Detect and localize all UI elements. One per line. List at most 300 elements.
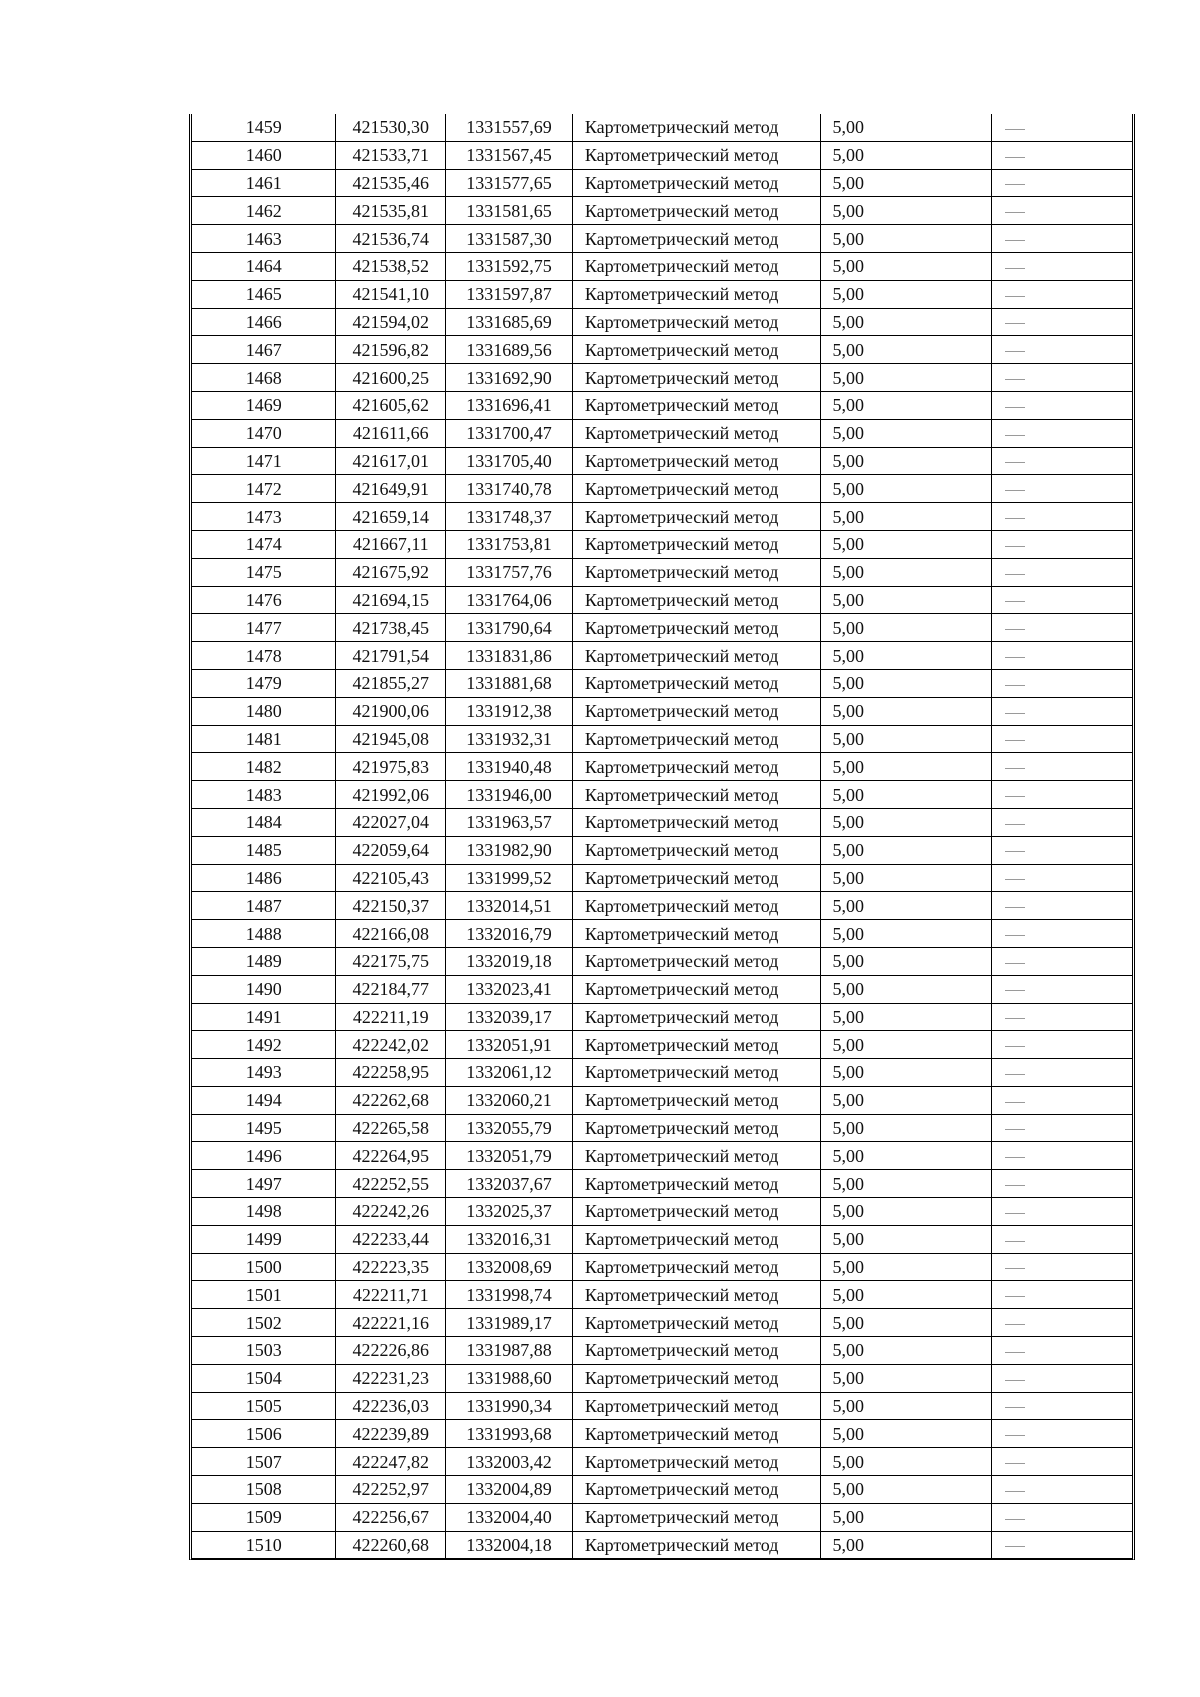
table-row <box>192 808 1132 836</box>
description-cell <box>991 1142 1132 1170</box>
table-row <box>192 391 1132 419</box>
coord-x-cell: 422252,97 <box>336 1476 446 1504</box>
description-cell <box>991 197 1132 225</box>
table-row <box>192 252 1132 280</box>
coord-y-cell: 1332051,79 <box>446 1142 573 1170</box>
table-row <box>192 1420 1132 1448</box>
description-cell <box>991 753 1132 781</box>
dash-mark <box>1005 1268 1025 1269</box>
coord-y-cell: 1331740,78 <box>446 475 573 503</box>
table-row <box>192 1476 1132 1504</box>
coord-y-cell: 1331940,48 <box>446 753 573 781</box>
table-row <box>192 1253 1132 1281</box>
coord-y-cell: 1331705,40 <box>446 447 573 475</box>
coord-y-cell: 1331581,65 <box>446 197 573 225</box>
method-cell: Картометрический метод <box>572 697 821 725</box>
point-number-cell: 1481 <box>192 725 336 753</box>
coord-y-cell: 1331577,65 <box>446 169 573 197</box>
coord-x-cell: 422226,86 <box>336 1337 446 1365</box>
method-cell: Картометрический метод <box>572 225 821 253</box>
point-number-cell: 1490 <box>192 975 336 1003</box>
coord-x-cell: 422247,82 <box>336 1448 446 1476</box>
coord-y-cell: 1332051,91 <box>446 1031 573 1059</box>
accuracy-cell: 5,00 <box>821 1114 991 1142</box>
point-number-cell: 1482 <box>192 753 336 781</box>
method-cell: Картометрический метод <box>572 336 821 364</box>
point-number-cell: 1477 <box>192 614 336 642</box>
table-row <box>192 1448 1132 1476</box>
description-cell <box>991 808 1132 836</box>
dash-mark <box>1005 907 1025 908</box>
coord-y-cell: 1331587,30 <box>446 225 573 253</box>
point-number-cell: 1460 <box>192 141 336 169</box>
accuracy-cell: 5,00 <box>821 1337 991 1365</box>
description-cell <box>991 558 1132 586</box>
coord-x-cell: 422233,44 <box>336 1225 446 1253</box>
point-number-cell: 1459 <box>192 114 336 141</box>
table-row <box>192 475 1132 503</box>
dash-mark <box>1005 685 1025 686</box>
coord-y-cell: 1331912,38 <box>446 697 573 725</box>
description-cell <box>991 447 1132 475</box>
table-row <box>192 197 1132 225</box>
method-cell: Картометрический метод <box>572 1448 821 1476</box>
table-row <box>192 225 1132 253</box>
method-cell: Картометрический метод <box>572 391 821 419</box>
coord-y-cell: 1332039,17 <box>446 1003 573 1031</box>
method-cell: Картометрический метод <box>572 197 821 225</box>
description-cell <box>991 336 1132 364</box>
table-row <box>192 1114 1132 1142</box>
table-row <box>192 586 1132 614</box>
coord-x-cell: 422184,77 <box>336 975 446 1003</box>
table-row <box>192 1309 1132 1337</box>
coord-x-cell: 421611,66 <box>336 419 446 447</box>
dash-mark <box>1005 657 1025 658</box>
table-row <box>192 114 1132 141</box>
coord-x-cell: 421694,15 <box>336 586 446 614</box>
dash-mark <box>1005 129 1025 130</box>
description-cell <box>991 725 1132 753</box>
coord-y-cell: 1331932,31 <box>446 725 573 753</box>
description-cell <box>991 864 1132 892</box>
description-cell <box>991 1086 1132 1114</box>
coord-x-cell: 422231,23 <box>336 1364 446 1392</box>
method-cell: Картометрический метод <box>572 558 821 586</box>
accuracy-cell: 5,00 <box>821 391 991 419</box>
point-number-cell: 1504 <box>192 1364 336 1392</box>
method-cell: Картометрический метод <box>572 1420 821 1448</box>
coord-y-cell: 1331696,41 <box>446 391 573 419</box>
point-number-cell: 1498 <box>192 1198 336 1226</box>
coord-x-cell: 421659,14 <box>336 503 446 531</box>
coord-x-cell: 421992,06 <box>336 781 446 809</box>
accuracy-cell: 5,00 <box>821 975 991 1003</box>
accuracy-cell: 5,00 <box>821 447 991 475</box>
point-number-cell: 1480 <box>192 697 336 725</box>
dash-mark <box>1005 1324 1025 1325</box>
dash-mark <box>1005 740 1025 741</box>
point-number-cell: 1470 <box>192 419 336 447</box>
method-cell: Картометрический метод <box>572 364 821 392</box>
accuracy-cell: 5,00 <box>821 1281 991 1309</box>
description-cell <box>991 669 1132 697</box>
coord-x-cell: 421535,81 <box>336 197 446 225</box>
accuracy-cell: 5,00 <box>821 141 991 169</box>
dash-mark <box>1005 851 1025 852</box>
accuracy-cell: 5,00 <box>821 114 991 141</box>
description-cell <box>991 252 1132 280</box>
table-row <box>192 1225 1132 1253</box>
table-row <box>192 975 1132 1003</box>
description-cell <box>991 1031 1132 1059</box>
method-cell: Картометрический метод <box>572 1503 821 1531</box>
point-number-cell: 1465 <box>192 280 336 308</box>
coord-y-cell: 1331689,56 <box>446 336 573 364</box>
point-number-cell: 1463 <box>192 225 336 253</box>
coord-x-cell: 421900,06 <box>336 697 446 725</box>
method-cell: Картометрический метод <box>572 642 821 670</box>
method-cell: Картометрический метод <box>572 1309 821 1337</box>
accuracy-cell: 5,00 <box>821 669 991 697</box>
method-cell: Картометрический метод <box>572 836 821 864</box>
coord-x-cell: 421536,74 <box>336 225 446 253</box>
accuracy-cell: 5,00 <box>821 586 991 614</box>
method-cell: Картометрический метод <box>572 1253 821 1281</box>
coord-y-cell: 1331597,87 <box>446 280 573 308</box>
accuracy-cell: 5,00 <box>821 1503 991 1531</box>
description-cell <box>991 1198 1132 1226</box>
description-cell <box>991 114 1132 141</box>
accuracy-cell: 5,00 <box>821 503 991 531</box>
description-cell <box>991 475 1132 503</box>
coord-y-cell: 1331993,68 <box>446 1420 573 1448</box>
coord-y-cell: 1331990,34 <box>446 1392 573 1420</box>
coord-y-cell: 1332023,41 <box>446 975 573 1003</box>
point-number-cell: 1486 <box>192 864 336 892</box>
description-cell <box>991 614 1132 642</box>
table-row <box>192 141 1132 169</box>
accuracy-cell: 5,00 <box>821 252 991 280</box>
point-number-cell: 1493 <box>192 1059 336 1087</box>
accuracy-cell: 5,00 <box>821 836 991 864</box>
point-number-cell: 1492 <box>192 1031 336 1059</box>
accuracy-cell: 5,00 <box>821 947 991 975</box>
method-cell: Картометрический метод <box>572 475 821 503</box>
point-number-cell: 1473 <box>192 503 336 531</box>
coord-x-cell: 421600,25 <box>336 364 446 392</box>
coord-y-cell: 1332004,89 <box>446 1476 573 1504</box>
table-row <box>192 864 1132 892</box>
coord-x-cell: 422262,68 <box>336 1086 446 1114</box>
description-cell <box>991 1114 1132 1142</box>
coord-y-cell: 1331790,64 <box>446 614 573 642</box>
accuracy-cell: 5,00 <box>821 642 991 670</box>
coord-y-cell: 1331998,74 <box>446 1281 573 1309</box>
point-number-cell: 1503 <box>192 1337 336 1365</box>
description-cell <box>991 308 1132 336</box>
coord-y-cell: 1331592,75 <box>446 252 573 280</box>
dash-mark <box>1005 379 1025 380</box>
coord-y-cell: 1331685,69 <box>446 308 573 336</box>
dash-mark <box>1005 1241 1025 1242</box>
point-number-cell: 1499 <box>192 1225 336 1253</box>
method-cell: Картометрический метод <box>572 781 821 809</box>
description-cell <box>991 892 1132 920</box>
description-cell <box>991 1309 1132 1337</box>
coord-y-cell: 1331700,47 <box>446 419 573 447</box>
method-cell: Картометрический метод <box>572 1170 821 1198</box>
description-cell <box>991 225 1132 253</box>
dash-mark <box>1005 184 1025 185</box>
accuracy-cell: 5,00 <box>821 697 991 725</box>
accuracy-cell: 5,00 <box>821 781 991 809</box>
method-cell: Картометрический метод <box>572 920 821 948</box>
method-cell: Картометрический метод <box>572 447 821 475</box>
dash-mark <box>1005 490 1025 491</box>
table-row <box>192 169 1132 197</box>
point-number-cell: 1505 <box>192 1392 336 1420</box>
coord-x-cell: 422211,19 <box>336 1003 446 1031</box>
description-cell <box>991 141 1132 169</box>
table-row <box>192 1086 1132 1114</box>
point-number-cell: 1507 <box>192 1448 336 1476</box>
method-cell: Картометрический метод <box>572 169 821 197</box>
table-row <box>192 642 1132 670</box>
coord-y-cell: 1332004,18 <box>446 1531 573 1559</box>
coord-x-cell: 422027,04 <box>336 808 446 836</box>
table-row <box>192 364 1132 392</box>
method-cell: Картометрический метод <box>572 1225 821 1253</box>
description-cell <box>991 1170 1132 1198</box>
point-number-cell: 1495 <box>192 1114 336 1142</box>
method-cell: Картометрический метод <box>572 308 821 336</box>
method-cell: Картометрический метод <box>572 725 821 753</box>
accuracy-cell: 5,00 <box>821 1476 991 1504</box>
table-row <box>192 1392 1132 1420</box>
accuracy-cell: 5,00 <box>821 753 991 781</box>
description-cell <box>991 391 1132 419</box>
coord-y-cell: 1331764,06 <box>446 586 573 614</box>
coord-x-cell: 421605,62 <box>336 391 446 419</box>
method-cell: Картометрический метод <box>572 1003 821 1031</box>
method-cell: Картометрический метод <box>572 1337 821 1365</box>
accuracy-cell: 5,00 <box>821 308 991 336</box>
accuracy-cell: 5,00 <box>821 1142 991 1170</box>
table-row <box>192 1142 1132 1170</box>
table-row <box>192 308 1132 336</box>
table-body <box>192 114 1132 1559</box>
accuracy-cell: 5,00 <box>821 1031 991 1059</box>
accuracy-cell: 5,00 <box>821 364 991 392</box>
accuracy-cell: 5,00 <box>821 725 991 753</box>
method-cell: Картометрический метод <box>572 1392 821 1420</box>
method-cell: Картометрический метод <box>572 975 821 1003</box>
dash-mark <box>1005 629 1025 630</box>
coord-y-cell: 1331999,52 <box>446 864 573 892</box>
description-cell <box>991 642 1132 670</box>
coord-y-cell: 1331987,88 <box>446 1337 573 1365</box>
table-row <box>192 614 1132 642</box>
accuracy-cell: 5,00 <box>821 920 991 948</box>
dash-mark <box>1005 768 1025 769</box>
dash-mark <box>1005 1435 1025 1436</box>
point-number-cell: 1489 <box>192 947 336 975</box>
table-row <box>192 697 1132 725</box>
coord-y-cell: 1332004,40 <box>446 1503 573 1531</box>
point-number-cell: 1471 <box>192 447 336 475</box>
description-cell <box>991 920 1132 948</box>
accuracy-cell: 5,00 <box>821 1059 991 1087</box>
dash-mark <box>1005 1157 1025 1158</box>
method-cell: Картометрический метод <box>572 586 821 614</box>
dash-mark <box>1005 1018 1025 1019</box>
accuracy-cell: 5,00 <box>821 225 991 253</box>
table-row <box>192 1003 1132 1031</box>
description-cell <box>991 530 1132 558</box>
dash-mark <box>1005 879 1025 880</box>
method-cell: Картометрический метод <box>572 1476 821 1504</box>
point-number-cell: 1479 <box>192 669 336 697</box>
coord-y-cell: 1332025,37 <box>446 1198 573 1226</box>
point-number-cell: 1509 <box>192 1503 336 1531</box>
coord-x-cell: 422264,95 <box>336 1142 446 1170</box>
dash-mark <box>1005 1380 1025 1381</box>
method-cell: Картометрический метод <box>572 1198 821 1226</box>
coord-x-cell: 422221,16 <box>336 1309 446 1337</box>
point-number-cell: 1462 <box>192 197 336 225</box>
description-cell <box>991 975 1132 1003</box>
method-cell: Картометрический метод <box>572 280 821 308</box>
method-cell: Картометрический метод <box>572 892 821 920</box>
point-number-cell: 1508 <box>192 1476 336 1504</box>
coordinates-table <box>192 114 1132 1559</box>
description-cell <box>991 169 1132 197</box>
dash-mark <box>1005 1519 1025 1520</box>
dash-mark <box>1005 462 1025 463</box>
accuracy-cell: 5,00 <box>821 336 991 364</box>
coord-y-cell: 1332061,12 <box>446 1059 573 1087</box>
point-number-cell: 1475 <box>192 558 336 586</box>
dash-mark <box>1005 435 1025 436</box>
point-number-cell: 1461 <box>192 169 336 197</box>
point-number-cell: 1494 <box>192 1086 336 1114</box>
coord-y-cell: 1332037,67 <box>446 1170 573 1198</box>
dash-mark <box>1005 1129 1025 1130</box>
description-cell <box>991 1059 1132 1087</box>
description-cell <box>991 836 1132 864</box>
accuracy-cell: 5,00 <box>821 1364 991 1392</box>
point-number-cell: 1472 <box>192 475 336 503</box>
dash-mark <box>1005 240 1025 241</box>
table-row <box>192 920 1132 948</box>
point-number-cell: 1484 <box>192 808 336 836</box>
coord-y-cell: 1332019,18 <box>446 947 573 975</box>
accuracy-cell: 5,00 <box>821 1309 991 1337</box>
dash-mark <box>1005 990 1025 991</box>
coord-x-cell: 421541,10 <box>336 280 446 308</box>
dash-mark <box>1005 296 1025 297</box>
coord-y-cell: 1332003,42 <box>446 1448 573 1476</box>
coord-y-cell: 1331989,17 <box>446 1309 573 1337</box>
point-number-cell: 1491 <box>192 1003 336 1031</box>
description-cell <box>991 586 1132 614</box>
table-row <box>192 530 1132 558</box>
accuracy-cell: 5,00 <box>821 530 991 558</box>
point-number-cell: 1483 <box>192 781 336 809</box>
accuracy-cell: 5,00 <box>821 1253 991 1281</box>
method-cell: Картометрический метод <box>572 1142 821 1170</box>
method-cell: Картометрический метод <box>572 1114 821 1142</box>
point-number-cell: 1506 <box>192 1420 336 1448</box>
accuracy-cell: 5,00 <box>821 1198 991 1226</box>
dash-mark <box>1005 935 1025 936</box>
description-cell <box>991 697 1132 725</box>
coord-x-cell: 421945,08 <box>336 725 446 753</box>
method-cell: Картометрический метод <box>572 864 821 892</box>
description-cell <box>991 1003 1132 1031</box>
accuracy-cell: 5,00 <box>821 1531 991 1559</box>
coord-x-cell: 422242,26 <box>336 1198 446 1226</box>
accuracy-cell: 5,00 <box>821 1448 991 1476</box>
description-cell <box>991 1337 1132 1365</box>
coord-y-cell: 1331963,57 <box>446 808 573 836</box>
coord-x-cell: 421649,91 <box>336 475 446 503</box>
accuracy-cell: 5,00 <box>821 1392 991 1420</box>
accuracy-cell: 5,00 <box>821 419 991 447</box>
accuracy-cell: 5,00 <box>821 864 991 892</box>
table-row <box>192 1531 1132 1559</box>
description-cell <box>991 947 1132 975</box>
table-row <box>192 419 1132 447</box>
coord-y-cell: 1331557,69 <box>446 114 573 141</box>
description-cell <box>991 1476 1132 1504</box>
table-row <box>192 1170 1132 1198</box>
dash-mark <box>1005 963 1025 964</box>
point-number-cell: 1464 <box>192 252 336 280</box>
coord-x-cell: 421675,92 <box>336 558 446 586</box>
dash-mark <box>1005 212 1025 213</box>
coord-y-cell: 1332016,79 <box>446 920 573 948</box>
dash-mark <box>1005 1463 1025 1464</box>
coord-y-cell: 1331753,81 <box>446 530 573 558</box>
dash-mark <box>1005 323 1025 324</box>
dash-mark <box>1005 1213 1025 1214</box>
description-cell <box>991 1253 1132 1281</box>
dash-mark <box>1005 268 1025 269</box>
point-number-cell: 1497 <box>192 1170 336 1198</box>
table-row <box>192 336 1132 364</box>
point-number-cell: 1501 <box>192 1281 336 1309</box>
table-row <box>192 836 1132 864</box>
table-row <box>192 669 1132 697</box>
coord-x-cell: 422252,55 <box>336 1170 446 1198</box>
coord-y-cell: 1331988,60 <box>446 1364 573 1392</box>
coordinates-table-frame <box>189 114 1135 1560</box>
coord-y-cell: 1331757,76 <box>446 558 573 586</box>
coord-x-cell: 422265,58 <box>336 1114 446 1142</box>
dash-mark <box>1005 796 1025 797</box>
coord-x-cell: 422258,95 <box>336 1059 446 1087</box>
point-number-cell: 1496 <box>192 1142 336 1170</box>
accuracy-cell: 5,00 <box>821 558 991 586</box>
dash-mark <box>1005 1102 1025 1103</box>
method-cell: Картометрический метод <box>572 419 821 447</box>
method-cell: Картометрический метод <box>572 1364 821 1392</box>
method-cell: Картометрический метод <box>572 1281 821 1309</box>
dash-mark <box>1005 1296 1025 1297</box>
point-number-cell: 1474 <box>192 530 336 558</box>
